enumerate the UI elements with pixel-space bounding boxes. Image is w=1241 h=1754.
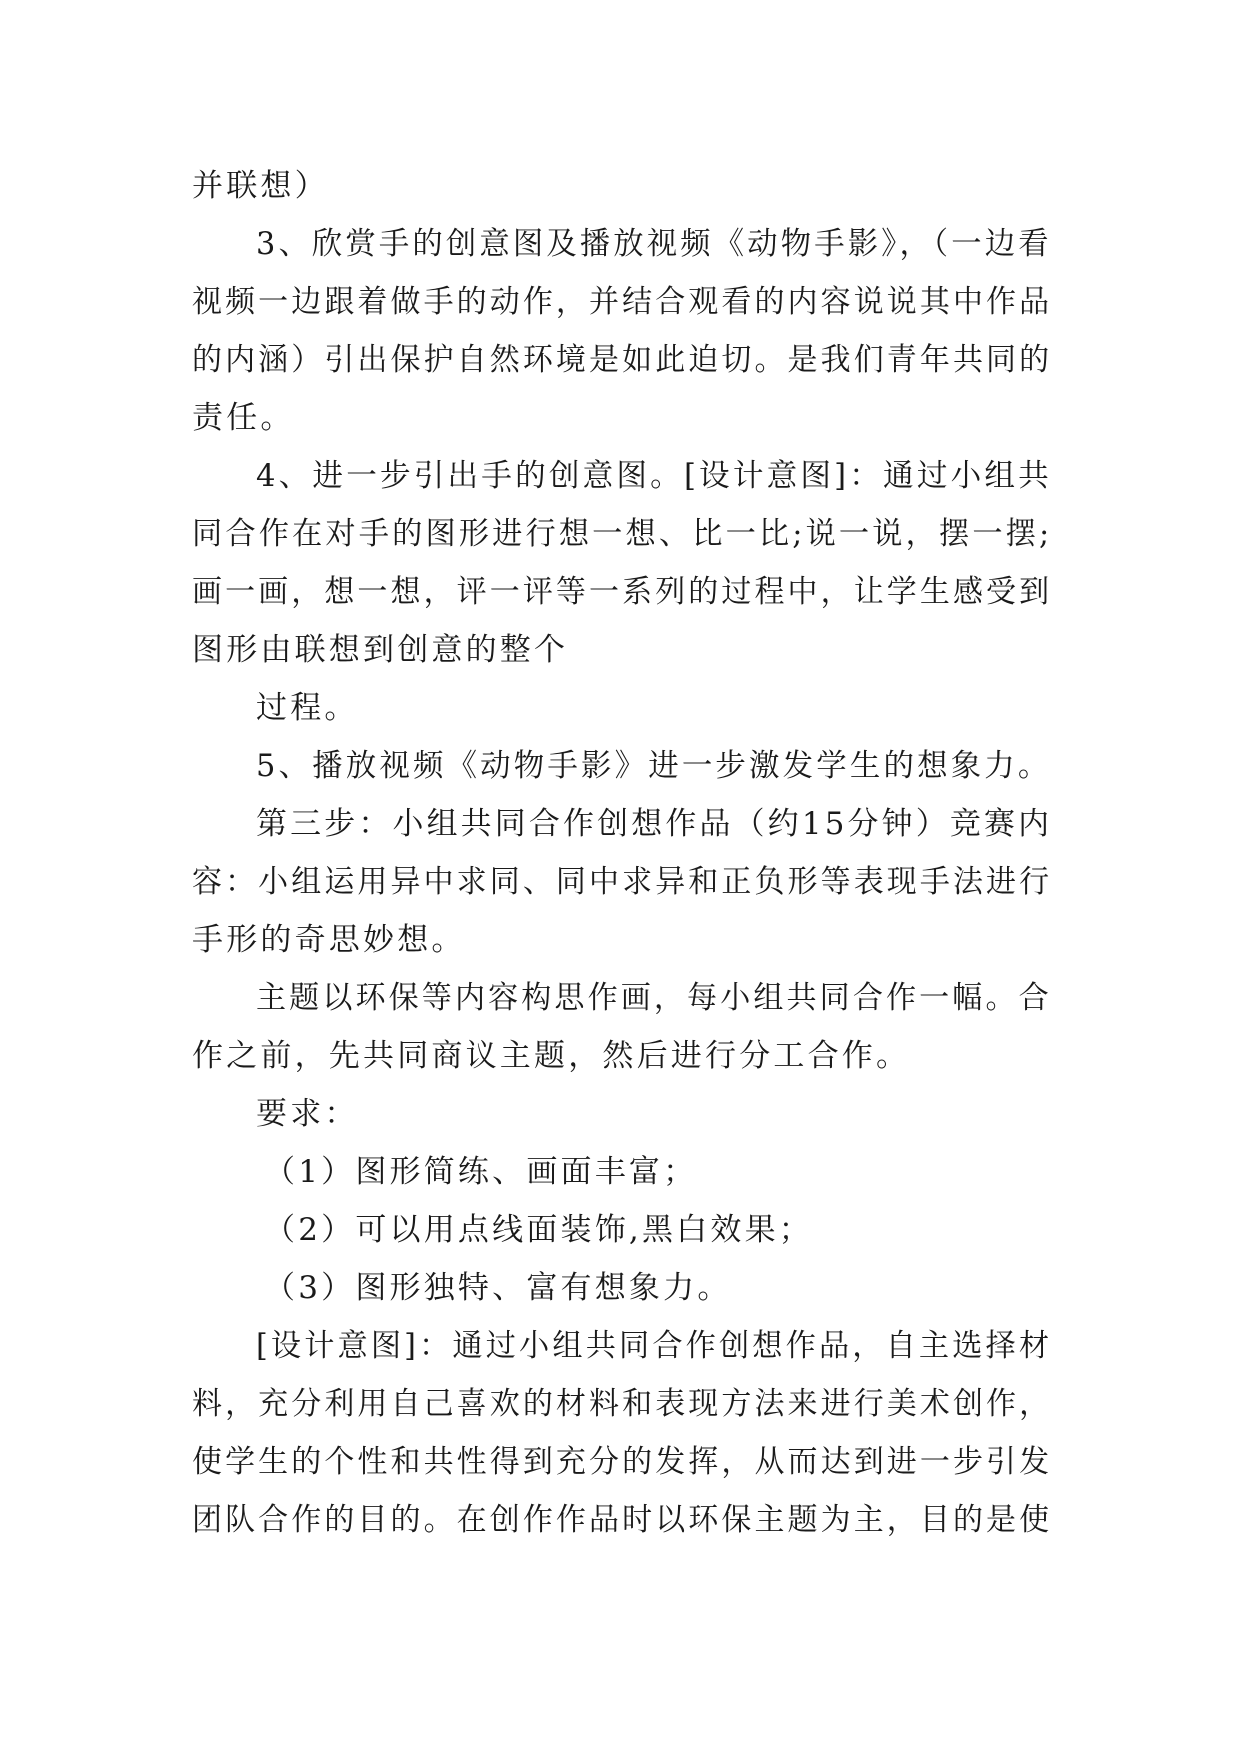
text-line: 料，充分利用自己喜欢的材料和表现方法来进行美术创作， bbox=[192, 1386, 1053, 1422]
text-line: 画一画，想一想，评一评等一系列的过程中，让学生感受到 bbox=[192, 574, 1053, 610]
list-item: （2）可以用点线面装饰,黑白效果； bbox=[264, 1212, 813, 1248]
text-line: 主题以环保等内容构思作画，每小组共同合作一幅。合 bbox=[256, 980, 1052, 1016]
text-line: 过程。 bbox=[256, 690, 359, 726]
text-line: 3、欣赏手的创意图及播放视频《动物手影》，（一边看 bbox=[256, 226, 1052, 262]
text-line: 手形的奇思妙想。 bbox=[192, 922, 466, 958]
text-line: 并联想） bbox=[192, 168, 329, 204]
text-line: 第三步：小组共同合作创想作品（约15分钟）竞赛内 bbox=[256, 806, 1053, 842]
text-line: 要求： bbox=[256, 1096, 359, 1132]
text-line: 5、播放视频《动物手影》进一步激发学生的想象力。 bbox=[256, 748, 1052, 784]
text-line: 图形由联想到创意的整个 bbox=[192, 632, 569, 668]
text-line: 容：小组运用异中求同、同中求异和正负形等表现手法进行 bbox=[192, 864, 1053, 900]
text-line: 的内涵）引出保护自然环境是如此迫切。是我们青年共同的 bbox=[192, 342, 1053, 378]
text-line: [设计意图]：通过小组共同合作创想作品，自主选择材 bbox=[256, 1328, 1053, 1364]
text-line: 使学生的个性和共性得到充分的发挥，从而达到进一步引发 bbox=[192, 1444, 1053, 1480]
text-line: 视频一边跟着做手的动作，并结合观看的内容说说其中作品 bbox=[192, 284, 1053, 320]
list-item: （1）图形简练、画面丰富； bbox=[264, 1154, 698, 1190]
list-item: （3）图形独特、富有想象力。 bbox=[264, 1270, 732, 1306]
text-line: 团队合作的目的。在创作作品时以环保主题为主，目的是使 bbox=[192, 1502, 1053, 1538]
text-line: 作之前，先共同商议主题，然后进行分工合作。 bbox=[192, 1038, 911, 1074]
text-line: 责任。 bbox=[192, 400, 295, 436]
text-line: 4、进一步引出手的创意图。[设计意图]：通过小组共 bbox=[256, 458, 1052, 494]
text-line: 同合作在对手的图形进行想一想、比一比;说一说，摆一摆; bbox=[192, 516, 1053, 552]
